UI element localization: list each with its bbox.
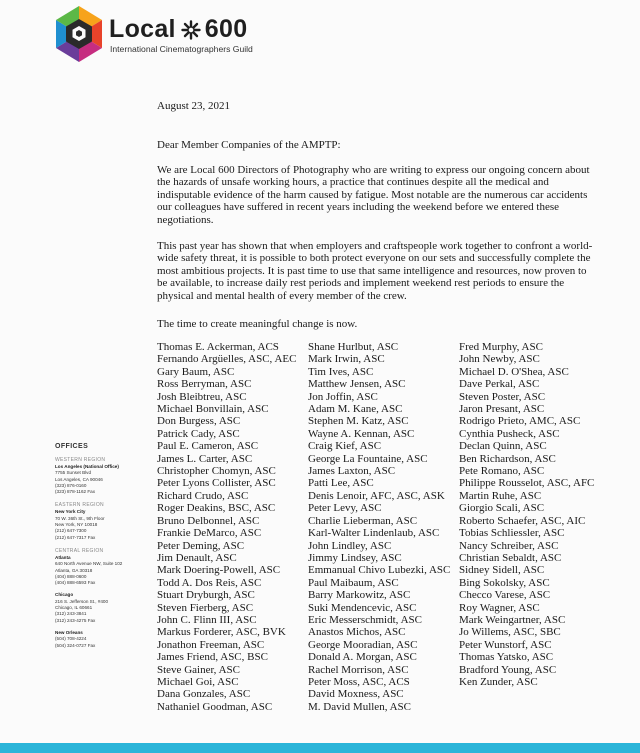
office-name: New York City (55, 509, 86, 515)
office-chicago (55, 592, 150, 623)
signatures-column-3 (459, 341, 594, 688)
office-address: 216 S. Jefferson St., #400 (55, 598, 109, 604)
office-phone: (504) 708-4224 (55, 636, 87, 642)
signature-name: Jonathon Freeman, ASC (157, 638, 265, 651)
signatures-column-2 (308, 341, 450, 713)
local600-logo (53, 6, 263, 62)
signature-name: Ross Berryman, ASC (157, 378, 252, 391)
office-city: Chicago, IL 60661 (55, 605, 93, 611)
office-city: Atlanta, GA 30318 (55, 567, 93, 573)
office-city: New York, NY 10018 (55, 522, 98, 528)
signature-name: Steven Fierberg, ASC (157, 601, 254, 614)
signature-name: Donald A. Morgan, ASC (308, 651, 417, 664)
closing-line: The time to create meaningful change is now. (157, 318, 358, 330)
signature-name: Wayne A. Kennan, ASC (308, 427, 415, 440)
signature-name: Bruno Delbonnel, ASC (157, 514, 260, 527)
signature-name: Steve Gainer, ASC (157, 663, 240, 676)
signature-name: Paul Maibaum, ASC (308, 576, 399, 589)
signature-name: Roberto Schaefer, ASC, AIC (459, 514, 586, 527)
hexagon-logo-icon (53, 6, 105, 62)
signature-name: Eric Messerschmidt, ASC (308, 613, 422, 626)
office-new-york (55, 509, 150, 540)
office-fax: (504) 324-0727 Fax (55, 642, 96, 648)
office-address: 640 North Avenue NW, Suite 102 (55, 561, 123, 567)
logo-subtitle: International Cinematographers Guild (110, 44, 253, 54)
office-atlanta (55, 555, 150, 586)
signature-name: Markus Forderer, ASC, BVK (157, 626, 286, 639)
signature-name: Cynthia Pusheck, ASC (459, 427, 560, 440)
logo-title-600: 600 (204, 15, 248, 43)
logo-title-local: Local (109, 15, 176, 43)
signature-name: Michael Goi, ASC (157, 675, 239, 688)
signature-name: Ben Richardson, ASC (459, 452, 556, 465)
signature-name: Stuart Dryburgh, ASC (157, 589, 255, 602)
signature-name: Bing Sokolsky, ASC (459, 576, 550, 589)
office-name: Chicago (55, 592, 74, 598)
signature-name: Dana Gonzales, ASC (157, 688, 251, 701)
signature-name: M. David Mullen, ASC (308, 700, 411, 713)
signature-name: Ken Zunder, ASC (459, 675, 538, 688)
signature-name: Gary Baum, ASC (157, 365, 235, 378)
office-los-angeles (55, 464, 150, 495)
signature-name: Dave Perkal, ASC (459, 378, 540, 391)
signature-name: Steven Poster, ASC (459, 390, 546, 403)
signature-name: Christian Sebaldt, ASC (459, 551, 562, 564)
signature-name: Fernando Argüelles, ASC, AEC (157, 353, 297, 366)
signature-name: Patti Lee, ASC (308, 477, 374, 490)
office-phone: (212) 647-7300 (55, 528, 87, 534)
signature-name: Paul E. Cameron, ASC (157, 440, 259, 453)
signature-name: George La Fountaine, ASC (308, 452, 428, 465)
signature-name: Barry Markowitz, ASC (308, 589, 411, 602)
office-fax: (312) 243-4275 Fax (55, 617, 96, 623)
western-region-label: WESTERN REGION (55, 457, 106, 463)
office-phone: (312) 243-3841 (55, 611, 87, 617)
signature-name: Peter Moss, ASC, ACS (308, 675, 410, 688)
signature-name: Michael D. O'Shea, ASC (459, 365, 569, 378)
eastern-region-label: EASTERN REGION (55, 502, 104, 509)
signature-name: Mark Doering-Powell, ASC (157, 564, 281, 577)
signature-name: Giorgio Scali, ASC (459, 502, 545, 515)
office-address: 70 W. 36th St., 9th Floor (55, 515, 105, 521)
signature-name: Anastos Michos, ASC (308, 626, 406, 639)
signature-name: Frankie DeMarco, ASC (157, 527, 262, 540)
signatures-column-1 (157, 341, 296, 713)
signature-name: Nathaniel Goodman, ASC (157, 700, 273, 713)
office-fax: (404) 888-6593 Fax (55, 580, 96, 586)
office-name: Atlanta (55, 554, 71, 560)
signature-name: Declan Quinn, ASC (459, 440, 547, 453)
signature-name: Stephen M. Katz, ASC (308, 415, 409, 428)
signature-name: Adam M. Kane, ASC (308, 403, 403, 416)
office-name: New Orleans (55, 629, 83, 635)
signature-name: John Newby, ASC (459, 353, 540, 366)
signature-name: Don Burgess, ASC (157, 415, 241, 428)
signature-name: David Moxness, ASC (308, 688, 404, 701)
office-phone: (404) 888-0600 (55, 573, 87, 579)
signature-name: Todd A. Dos Reis, ASC (157, 576, 262, 589)
paragraph-2: This past year has shown that when employers and craftspeople work together to confront a world-wide safety threat, it is possible to both protect everyone on our sets and successfully complete the most ambitious projects. It is past time to use that same intelligence and resources, now proven to be available, to increase daily rest periods and implement weekend rest periods to ensure the physical and mental health of every member of the crew. (157, 240, 593, 302)
offices-title: OFFICES (55, 443, 89, 450)
signature-name: Craig Kief, ASC (308, 440, 382, 453)
central-region-label: CENTRAL REGION (55, 547, 104, 554)
bottom-edge-bar (0, 743, 640, 753)
signature-name: Jim Denault, ASC (157, 551, 237, 564)
signature-name: Rodrigo Prieto, AMC, ASC (459, 415, 581, 428)
signature-name: Peter Lyons Collister, ASC (157, 477, 276, 490)
film-reel-star-icon (181, 20, 201, 40)
signature-name: Jimmy Lindsey, ASC (308, 551, 402, 564)
signature-name: John Lindley, ASC (308, 539, 392, 552)
signature-name: Checco Varese, ASC (459, 589, 551, 602)
signature-name: Mark Irwin, ASC (308, 353, 385, 366)
office-fax: (323) 878-1162 Fax (55, 489, 96, 495)
signature-name: Christopher Chomyn, ASC (157, 465, 276, 478)
signature-name: Michael Bonvillain, ASC (157, 403, 269, 416)
letter-date: August 23, 2021 (157, 100, 231, 112)
signature-name: Bradford Young, ASC (459, 663, 557, 676)
signature-name: Matthew Jensen, ASC (308, 378, 406, 391)
signature-name: Denis Lenoir, AFC, ASC, ASK (308, 489, 445, 502)
signature-name: Shane Hurlbut, ASC (308, 341, 399, 353)
signature-name: Sidney Sidell, ASC (459, 564, 545, 577)
logo-title (109, 15, 247, 44)
office-phone: (323) 876-0160 (55, 482, 87, 488)
signature-name: Tobias Schliessler, ASC (459, 527, 565, 540)
signature-name: Emmanual Chivo Lubezki, ASC (308, 564, 451, 577)
signature-name: James Laxton, ASC (308, 465, 396, 478)
signature-name: John C. Flinn III, ASC (157, 613, 257, 626)
signature-name: Josh Bleibtreu, ASC (157, 390, 247, 403)
signature-name: Mark Weingartner, ASC (459, 613, 566, 626)
signature-name: Martin Ruhe, ASC (459, 489, 542, 502)
signature-name: Pete Romano, ASC (459, 465, 545, 478)
signature-name: Peter Wunstorf, ASC (459, 638, 552, 651)
office-city: Los Angeles, CA 90046 (55, 476, 103, 482)
office-fax: (212) 647-7317 Fax (55, 534, 96, 540)
office-address: 7755 Sunset Blvd (55, 470, 92, 476)
signature-name: Philippe Rousselot, ASC, AFC (459, 477, 595, 490)
office-name: Los Angeles (National Office) (55, 464, 119, 469)
signature-name: Charlie Lieberman, ASC (308, 514, 418, 527)
signature-name: Nancy Schreiber, ASC (459, 539, 559, 552)
signature-name: Karl-Walter Lindenlaub, ASC (308, 527, 440, 540)
signature-name: Roy Wagner, ASC (459, 601, 540, 614)
signature-name: Thomas Yatsko, ASC (459, 651, 554, 664)
signature-name: Jo Willems, ASC, SBC (459, 626, 561, 639)
salutation: Dear Member Companies of the AMPTP: (157, 139, 341, 151)
signature-name: Patrick Cady, ASC (157, 427, 240, 440)
signature-name: Roger Deakins, BSC, ASC (157, 502, 276, 515)
signature-name: Rachel Morrison, ASC (308, 663, 409, 676)
signature-name: Peter Deming, ASC (157, 539, 245, 552)
offices-sidebar (55, 443, 150, 649)
signature-name: Fred Murphy, ASC (459, 341, 543, 353)
signature-name: Peter Levy, ASC (308, 502, 382, 515)
signature-name: James Friend, ASC, BSC (157, 651, 268, 664)
signature-name: Suki Mendencevic, ASC (308, 601, 417, 614)
signature-name: Richard Crudo, ASC (157, 489, 249, 502)
signature-name: Jon Joffin, ASC (308, 390, 378, 403)
signature-name: Tim Ives, ASC (308, 365, 374, 378)
office-new-orleans (55, 630, 150, 649)
paragraph-1: We are Local 600 Directors of Photography who are writing to express our ongoing concern about the hazards of unsafe working hours, a practice that continues despite all the medical and indisputable evidence of the harm caused by fatigue. Most notable are the numerous car accidents our colleagues have suffered in recent years including the weekend before we entered these negotiations. (157, 164, 590, 226)
signature-name: Jaron Presant, ASC (459, 403, 545, 416)
signature-name: George Mooradian, ASC (308, 638, 418, 651)
signature-name: Thomas E. Ackerman, ACS (157, 341, 279, 353)
signature-name: James L. Carter, ASC (157, 452, 253, 465)
